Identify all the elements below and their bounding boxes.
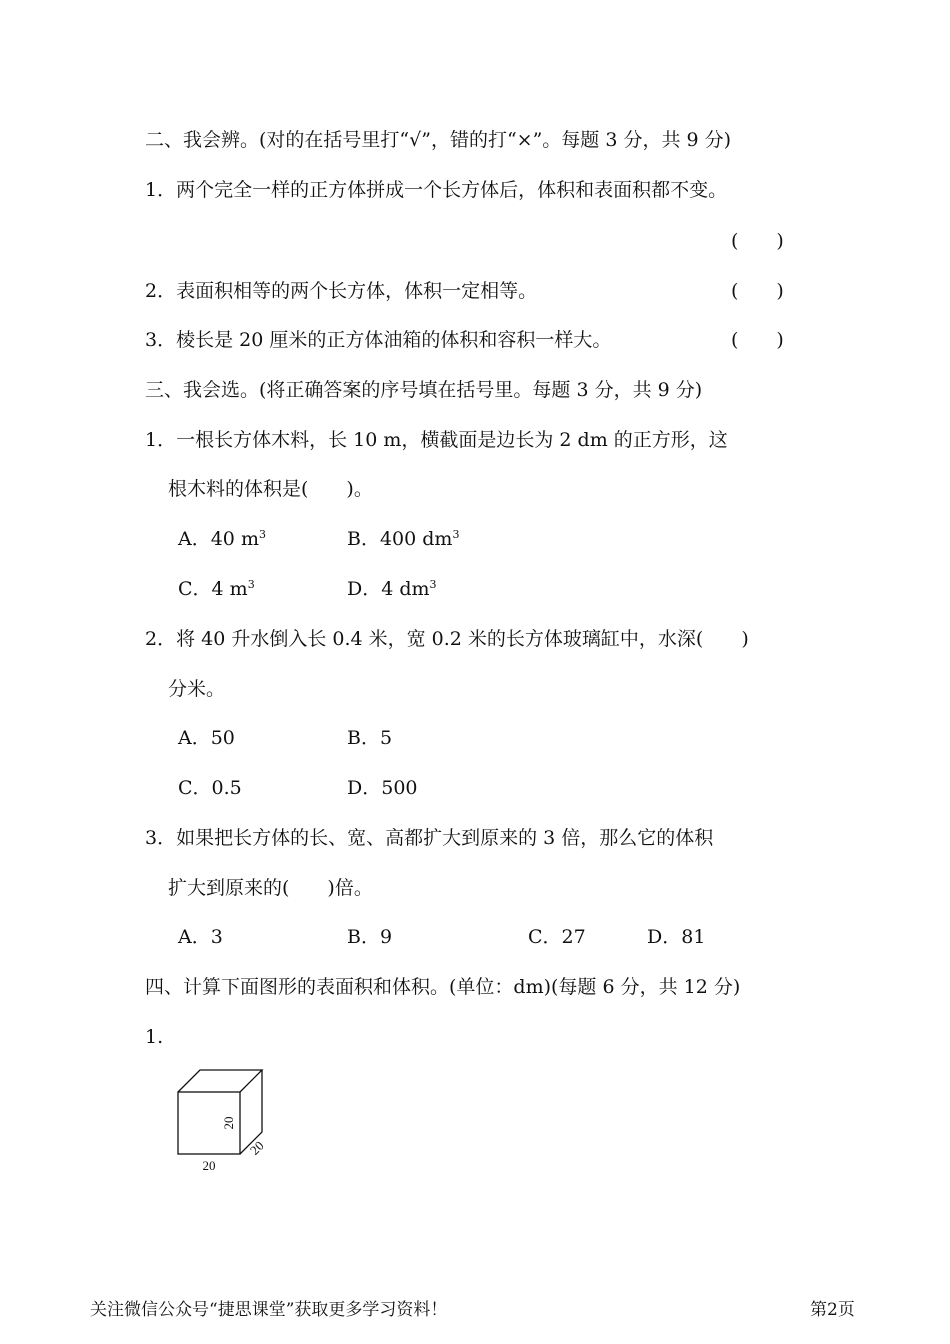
option-a: A．50 xyxy=(178,727,235,749)
section-4-question-1: 1. xyxy=(145,1026,164,1048)
answer-bracket: ( ) xyxy=(731,230,784,252)
section-2-question-2: 2．表面积相等的两个长方体，体积一定相等。 xyxy=(145,280,538,302)
answer-bracket: ( ) xyxy=(731,329,784,351)
answer-bracket: ( ) xyxy=(731,280,784,302)
cube-height-label: 20 xyxy=(221,1116,236,1130)
option-d: D．500 xyxy=(347,777,418,799)
section-3-question-2-line-2: 分米。 xyxy=(168,678,226,700)
section-3-heading: 三、我会选。(将正确答案的序号填在括号里。每题 3 分，共 9 分) xyxy=(145,379,703,401)
option-c: C．0.5 xyxy=(178,777,242,799)
option-b: B．9 xyxy=(347,926,393,948)
cube-top-face xyxy=(178,1070,262,1092)
section-3-question-2-line-1: 2．将 40 升水倒入长 0.4 米，宽 0.2 米的长方体玻璃缸中，水深( ) xyxy=(145,628,749,650)
footer-note: 关注微信公众号“捷思课堂”获取更多学习资料！ xyxy=(90,1300,448,1320)
option-d: D．81 xyxy=(647,926,706,948)
option-c: C．4 $m^3$ xyxy=(178,578,255,600)
section-3-question-1-line-1: 1．一根长方体木料，长 10 m，横截面是边长为 2 dm 的正方形，这 xyxy=(145,429,728,451)
option-a: A．3 xyxy=(178,926,223,948)
page-number: 第2页 xyxy=(810,1300,855,1320)
option-d: D．4 $dm^3$ xyxy=(347,578,437,600)
cube-depth-label: 20 xyxy=(246,1137,267,1158)
section-2-question-3: 3．棱长是 20 厘米的正方体油箱的体积和容积一样大。 xyxy=(145,329,612,351)
option-b: B．400 $dm^3$ xyxy=(347,528,460,550)
option-a: A．40 $m^3$ xyxy=(178,528,266,550)
section-3-question-3-line-1: 3．如果把长方体的长、宽、高都扩大到原来的 3 倍，那么它的体积 xyxy=(145,827,714,849)
section-3-question-3-line-2: 扩大到原来的( )倍。 xyxy=(168,877,373,899)
section-2-question-1: 1．两个完全一样的正方体拼成一个长方体后，体积和表面积都不变。 xyxy=(145,179,728,201)
section-2-heading: 二、我会辨。(对的在括号里打“√”，错的打“×”。每题 3 分，共 9 分) xyxy=(145,129,732,151)
option-b: B．5 xyxy=(347,727,393,749)
cube-figure xyxy=(170,1062,280,1177)
option-c: C．27 xyxy=(528,926,586,948)
section-4-heading: 四、计算下面图形的表面积和体积。(单位：dm)(每题 6 分，共 12 分) xyxy=(145,976,741,998)
cube-width-label: 20 xyxy=(202,1158,216,1173)
section-3-question-1-line-2: 根木料的体积是( )。 xyxy=(168,478,373,500)
